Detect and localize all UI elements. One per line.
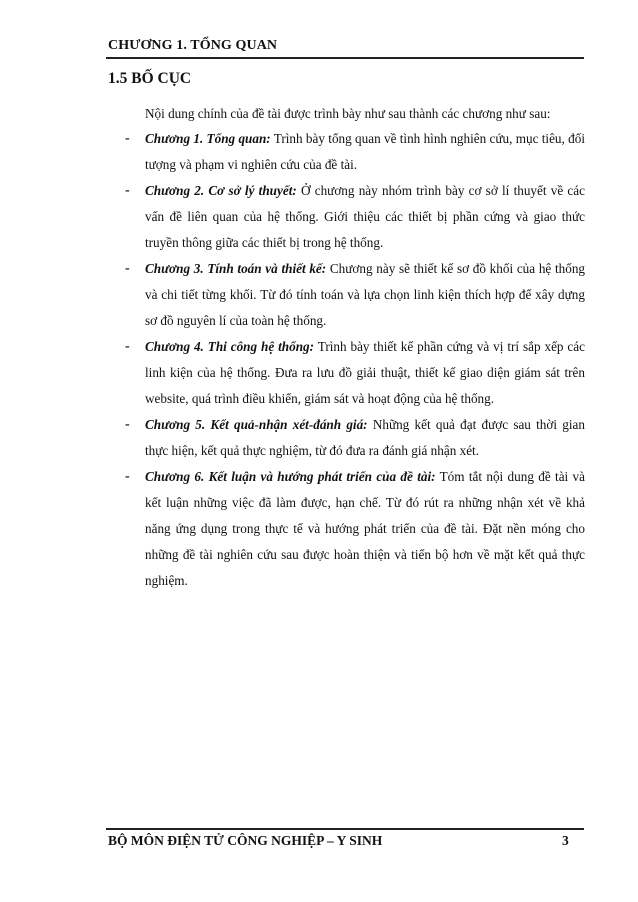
chapter-item-2 <box>125 178 585 256</box>
bullet-dash: - <box>125 469 130 484</box>
chapter-text: Tóm tắt nội dung đề tài và kết luận những việc đã làm được, hạn chế. Từ đó rút ra những nhận xét về khả năng ứng dụng trong thực tế và hướng phát triển của đề tài. Đặt nền móng cho những đề tài nghiên cứu sau được hoàn thiện và tiến bộ hơn về mặt kết quả thực nghiệm. <box>145 469 585 588</box>
chapter-text: Trình bày thiết kế phần cứng và vị trí sắp xếp các linh kiện của hệ thống. Đưa ra lưu đồ giải thuật, thiết kế giao diện giám sát trên website, quá trình điều khiển, giám sát và hoạt động của hệ thống. <box>145 339 585 406</box>
chapter-description <box>145 126 585 178</box>
chapter-name: Chương 2. Cơ sở lý thuyết: <box>145 183 297 198</box>
chapter-item-4 <box>125 334 585 412</box>
bullet-dash: - <box>125 261 130 276</box>
chapter-text: Ở chương này nhóm trình bày cơ sở lí thuyết về các vấn đề liên quan của hệ thống. Giới thiệu các thiết bị phần cứng và giao thức truyền thông giữa các thiết bị trong hệ thống. <box>145 183 585 250</box>
section-title: 1.5 BỐ CỤC <box>108 70 192 87</box>
chapter-name: Chương 5. Kết quả-nhận xét-đánh giá: <box>145 417 368 432</box>
chapter-item-6 <box>125 464 585 594</box>
chapter-text: Những kết quả đạt được sau thời gian thực hiện, kết quả thực nghiệm, từ đó đưa ra đánh giá nhận xét. <box>145 417 585 458</box>
running-header: CHƯƠNG 1. TỔNG QUAN <box>108 38 278 53</box>
chapter-description <box>145 178 585 256</box>
chapter-item-1 <box>125 126 585 178</box>
chapter-description <box>145 412 585 464</box>
bullet-dash: - <box>125 417 130 432</box>
chapter-description <box>145 464 585 594</box>
chapter-text: Trình bày tổng quan về tình hình nghiên cứu, mục tiêu, đối tượng và phạm vi nghiên cứu của đề tài. <box>145 131 585 172</box>
header-rule <box>106 57 584 59</box>
chapter-name: Chương 4. Thi công hệ thống: <box>145 339 315 354</box>
chapter-name: Chương 6. Kết luận và hướng phát triển của đề tài: <box>145 469 436 484</box>
bullet-dash: - <box>125 131 130 146</box>
chapter-name: Chương 3. Tính toán và thiết kế: <box>145 261 327 276</box>
footer-rule <box>106 828 584 830</box>
chapter-description <box>145 334 585 412</box>
chapter-name: Chương 1. Tổng quan: <box>145 131 271 146</box>
bullet-dash: - <box>125 183 130 198</box>
bullet-dash: - <box>125 339 130 354</box>
chapter-text: Chương này sẽ thiết kế sơ đồ khối của hệ thống và chi tiết từng khối. Từ đó tính toán và lựa chọn linh kiện thích hợp để xây dựng sơ đồ nguyên lí của toàn hệ thống. <box>145 261 586 328</box>
chapter-item-5 <box>125 412 585 464</box>
chapter-item-3 <box>125 256 585 334</box>
chapter-list <box>125 126 585 594</box>
chapter-description <box>145 256 585 334</box>
intro-paragraph: Nội dung chính của đề tài được trình bày như sau thành các chương như sau: <box>145 106 551 121</box>
footer-department: BỘ MÔN ĐIỆN TỬ CÔNG NGHIỆP – Y SINH <box>108 833 383 848</box>
page-number: 3 <box>562 833 569 848</box>
